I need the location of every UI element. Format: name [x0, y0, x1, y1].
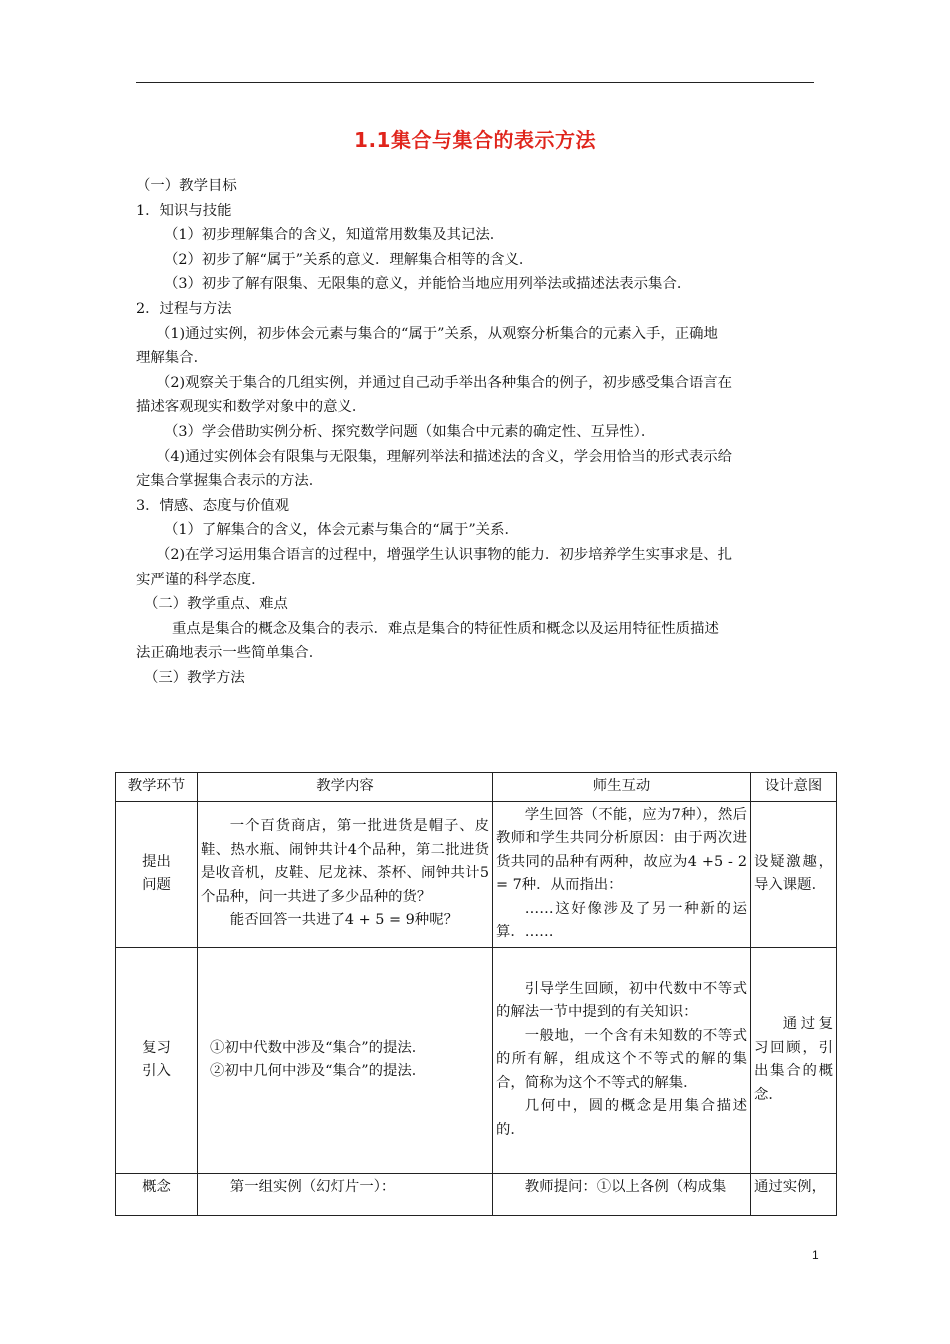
objective-item: （4)通过实例体会有限集与无限集，理解列举法和描述法的含义，学会用恰当的形式表示给	[156, 448, 733, 465]
page-number: 1	[812, 1248, 819, 1262]
intent-cell: 通过复习回顾，引出集合的概念．	[751, 947, 837, 1173]
interaction-cell: 学生回答（不能，应为7种），然后教师和学生共同分析原因：由于两次进货共同的品种有两种，故应为4 +5 - 2 = 7种．从而指出： ……这好像涉及了另一种新的运算．……	[493, 801, 751, 947]
stage-cell: 复习 引入	[116, 947, 198, 1173]
interaction-cell: 引导学生回顾，初中代数中不等式的解法一节中提到的有关知识： 一般地，一个含有未知数的不等式的所有解，组成这个不等式的解的集合，简称为这个不等式的解集． 几何中，圆的概念是用集合描述的．	[493, 947, 751, 1173]
section-heading-methods: （三）教学方法	[144, 669, 245, 686]
subheading-knowledge: 1．知识与技能	[136, 202, 232, 219]
objective-item-continued: 描述客观现实和数学对象中的意义．	[136, 399, 367, 416]
intent-cell: 设疑激趣，导入课题．	[751, 801, 837, 947]
content-cell: ①初中代数中涉及“集合”的提法． ②初中几何中涉及“集合”的提法．	[198, 947, 493, 1173]
objective-item-continued: 定集合掌握集合表示的方法．	[136, 473, 324, 490]
keypoints-text: 重点是集合的概念及集合的表示．难点是集合的特征性质和概念以及运用特征性质描述	[172, 620, 719, 637]
objective-item: （1）了解集合的含义，体会元素与集合的“属于”关系．	[164, 522, 519, 539]
table-row	[116, 1173, 837, 1215]
document-title: 1.1集合与集合的表示方法	[354, 128, 596, 152]
intent-cell: 通过实例，	[751, 1173, 837, 1215]
section-heading-keypoints: （二）教学重点、难点	[144, 596, 288, 613]
table-row	[116, 947, 837, 1173]
interaction-cell: 教师提问：①以上各例（构成集	[493, 1173, 751, 1215]
table-header-row	[116, 773, 837, 802]
header-interaction: 师生互动	[493, 773, 751, 802]
objective-item: （3）学会借助实例分析、探究数学问题（如集合中元素的确定性、互异性）．	[164, 423, 656, 440]
header-content: 教学内容	[198, 773, 493, 802]
subheading-attitude: 3．情感、态度与价值观	[136, 497, 290, 514]
table-row	[116, 801, 837, 947]
stage-cell: 提出 问题	[116, 801, 198, 947]
objective-item: （1）初步理解集合的含义，知道常用数集及其记法．	[164, 227, 505, 244]
section-heading-objectives: （一）教学目标	[136, 178, 237, 194]
objective-item: （2）初步了解“属于”关系的意义．理解集合相等的含义．	[164, 251, 534, 268]
header-stage: 教学环节	[116, 773, 198, 802]
objective-item: （1)通过实例，初步体会元素与集合的“属于”关系，从观察分析集合的元素入手，正确地	[156, 325, 718, 342]
stage-cell: 概念	[116, 1173, 198, 1215]
content-cell: 第一组实例（幻灯片一）：	[198, 1173, 493, 1215]
lesson-table	[115, 772, 837, 1216]
header-intent: 设计意图	[751, 773, 837, 802]
objective-item-continued: 实严谨的科学态度．	[136, 571, 266, 588]
subheading-process: 2．过程与方法	[136, 300, 232, 317]
keypoints-text-continued: 法正确地表示一些简单集合．	[136, 645, 324, 662]
objective-item: （3）初步了解有限集、无限集的意义，并能恰当地应用列举法或描述法表示集合．	[164, 276, 692, 293]
objectives-text	[136, 174, 816, 690]
objective-item-continued: 理解集合．	[136, 350, 208, 367]
objective-item: （2)在学习运用集合语言的过程中，增强学生认识事物的能力．初步培养学生实事求是、扎	[156, 546, 733, 563]
header-rule	[136, 82, 814, 83]
content-cell: 一个百货商店，第一批进货是帽子、皮鞋、热水瓶、闹钟共计4个品种，第二批进货是收音机，皮鞋、尼龙袜、茶杯、闹钟共计5个品种，问一共进了多少品种的货？ 能否回答一共进了4 + 5 = 9种呢？	[198, 801, 493, 947]
objective-item: （2)观察关于集合的几组实例，并通过自己动手举出各种集合的例子，初步感受集合语言在	[156, 374, 733, 391]
